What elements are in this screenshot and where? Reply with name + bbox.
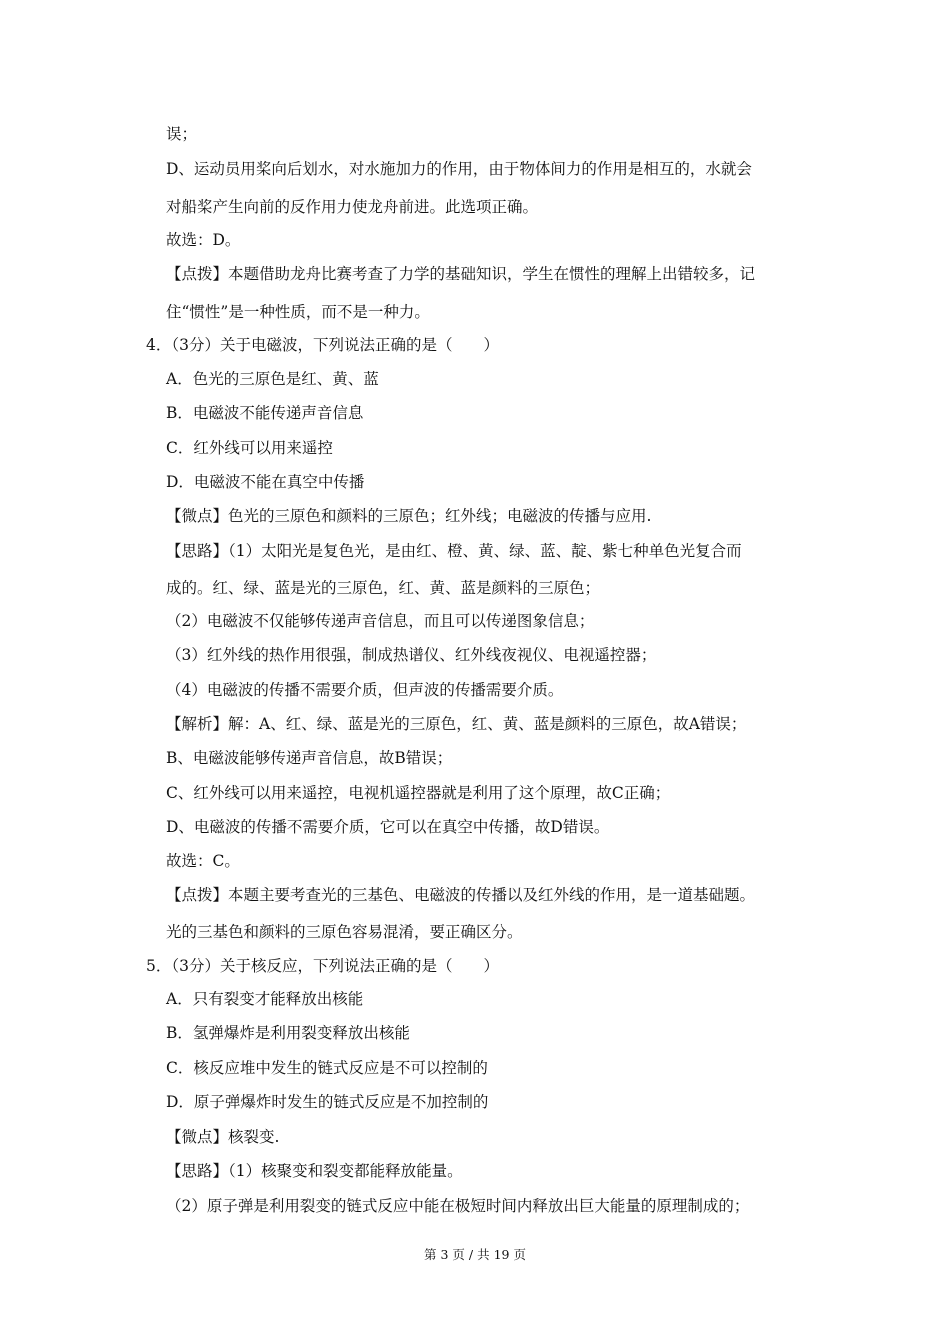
- option-c: C．红外线可以用来遥控: [166, 439, 333, 457]
- answer-line: 故选：C。: [166, 852, 240, 870]
- option-b: B．电磁波不能传递声音信息: [166, 404, 364, 422]
- idea-line: 【思路】（1）核聚变和裂变都能释放能量。: [166, 1162, 463, 1180]
- idea-line: （2）电磁波不仅能够传递声音信息，而且可以传递图象信息；: [166, 612, 595, 630]
- option-d: D．电磁波不能在真空中传播: [166, 473, 365, 491]
- idea-line: （3）红外线的热作用很强，制成热谱仪、红外线夜视仪、电视遥控器；: [166, 646, 657, 664]
- option-b: B．氢弹爆炸是利用裂变释放出核能: [166, 1024, 410, 1042]
- idea-line: 【思路】（1）太阳光是复色光，是由红、橙、黄、绿、蓝、靛、紫七种单色光复合而: [166, 542, 742, 560]
- idea-line: （4）电磁波的传播不需要介质，但声波的传播需要介质。: [166, 681, 564, 699]
- question-4-stem: 4．（3分）关于电磁波，下列说法正确的是（ ）: [146, 336, 499, 354]
- text-line: D、运动员用桨向后划水，对水施加力的作用，由于物体间力的作用是相互的，水就会: [166, 160, 752, 178]
- page-footer: 第 3 页 / 共 19 页: [424, 1247, 526, 1262]
- option-a: A．只有裂变才能释放出核能: [166, 990, 364, 1008]
- tip-line: 住“惯性”是一种性质，而不是一种力。: [166, 303, 430, 321]
- idea-line: 成的。红、绿、蓝是光的三原色，红、黄、蓝是颜料的三原色；: [166, 579, 601, 597]
- analysis-line: D、电磁波的传播不需要介质，它可以在真空中传播，故D错误。: [166, 818, 610, 836]
- text-line: 误；: [166, 125, 198, 143]
- text-line: 对船桨产生向前的反作用力使龙舟前进。此选项正确。: [166, 198, 539, 216]
- tip-line: 光的三基色和颜料的三原色容易混淆，要正确区分。: [166, 923, 523, 941]
- analysis-line: 【解析】解：A、红、绿、蓝是光的三原色，红、黄、蓝是颜料的三原色，故A错误；: [166, 715, 747, 733]
- analysis-line: B、电磁波能够传递声音信息，故B错误；: [166, 749, 453, 767]
- analysis-line: C、红外线可以用来遥控，电视机遥控器就是利用了这个原理，故C正确；: [166, 784, 671, 802]
- idea-line: （2）原子弹是利用裂变的链式反应中能在极短时间内释放出巨大能量的原理制成的；: [166, 1197, 750, 1215]
- option-d: D．原子弹爆炸时发生的链式反应是不加控制的: [166, 1093, 489, 1111]
- tip-line: 【点拨】本题主要考查光的三基色、电磁波的传播以及红外线的作用，是一道基础题。: [166, 886, 756, 904]
- question-5-stem: 5．（3分）关于核反应，下列说法正确的是（ ）: [146, 957, 499, 975]
- point-line: 【微点】核裂变.: [166, 1128, 280, 1146]
- option-c: C．核反应堆中发生的链式反应是不可以控制的: [166, 1059, 488, 1077]
- answer-line: 故选：D。: [166, 231, 241, 249]
- point-line: 【微点】色光的三原色和颜料的三原色；红外线；电磁波的传播与应用.: [166, 507, 652, 525]
- tip-line: 【点拨】本题借助龙舟比赛考查了力学的基础知识，学生在惯性的理解上出错较多，记: [166, 265, 756, 283]
- option-a: A．色光的三原色是红、黄、蓝: [166, 370, 379, 388]
